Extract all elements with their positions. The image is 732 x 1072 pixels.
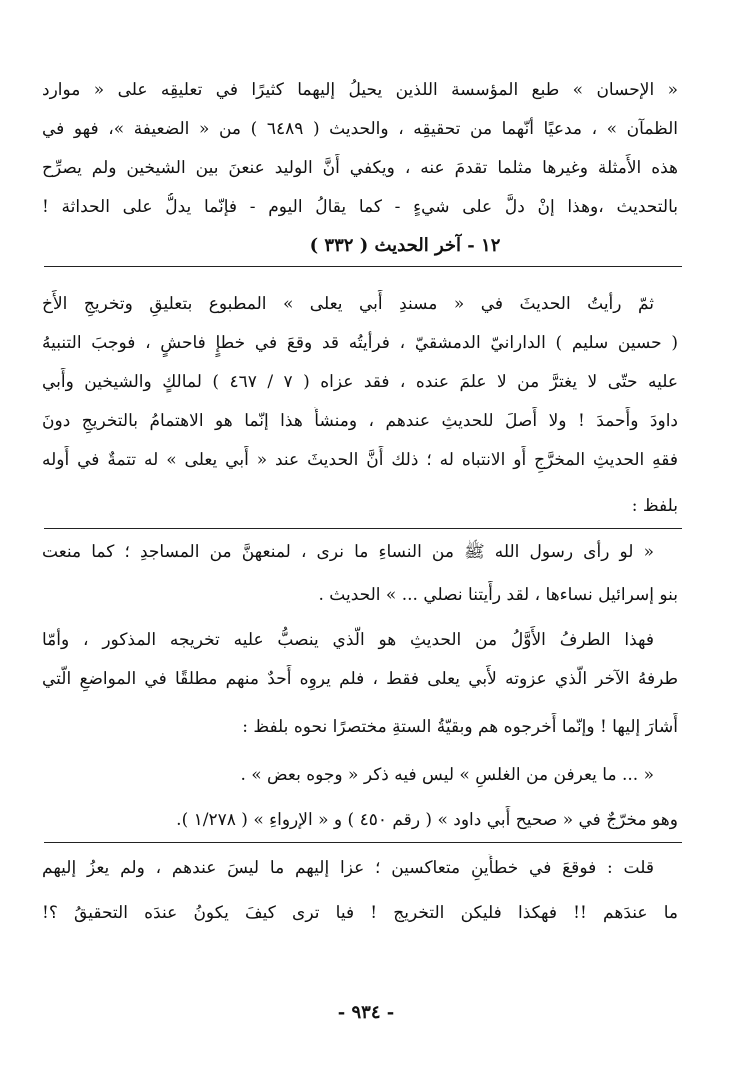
heading-divider bbox=[44, 266, 682, 267]
text-line: عليه حتّى لا يغترَّ من لا علمَ عنده ، فقد عزاه ( ٧ / ٤٦٧ ) لمالكٍ والشيخين وأَبي bbox=[42, 372, 678, 392]
text-line: ( حسين سليم ) الدارانيّ الدمشقيّ ، فرأيتُه قد وقعَ في خطإٍ فاحشٍ ، فوجبَ التنبيهُ bbox=[42, 333, 678, 353]
paragraph-first-line: ثمّ رأيتُ الحديثَ في « مسندِ أَبي يعلى » المطبوع بتعليقِ وتخريجِ الأَخ bbox=[42, 294, 654, 314]
text-line: الظمآن » ، مدعيًا أنّهما من تحقيقِه ، والحديث ( ٦٤٨٩ ) من « الضعيفة »، فهو في bbox=[42, 119, 678, 139]
paragraph-first-line: قلت : فوقعَ في خطأَينِ متعاكسين ؛ عزا إليهم ما ليسَ عندهم ، ولم يعزُ إليهم bbox=[42, 858, 654, 878]
quote-divider bbox=[44, 528, 682, 529]
text-line: طرفهُ الآخر الّذي عزوته لأَبي يعلى فقط ، فلم يروِه أَحدٌ منهم مطلقًا في المواضعِ الّتي bbox=[42, 669, 678, 689]
text-line: وهو مخرّجٌ في « صحيح أَبي داود » ( رقم ٤٥٠ ) و « الإرواءِ » ( ١/٢٧٨ ). bbox=[176, 810, 678, 830]
text-line: ما عندَهم !! فهكذا فليكن التخريج ! فيا ترى كيفَ يكونُ عندَه التحقيقُ ؟! bbox=[42, 903, 678, 923]
page-number: - ٩٣٤ - bbox=[337, 1002, 395, 1023]
quote-line: « لو رأى رسول الله ﷺ من النساءِ ما نرى ، لمنعهنَّ من المساجدِ ؛ كما منعت bbox=[42, 542, 654, 562]
text-line: « الإحسان » طبع المؤسسة اللذين يحيلُ إليهما كثيرًا في تعليقِه على « موارد bbox=[42, 80, 678, 100]
quote-line: « ... ما يعرفن من الغلسِ » ليس فيه ذكر « وجوه بعض » . bbox=[240, 765, 654, 785]
text-line: فقهِ الحديثِ المخرَّجِ أَو الانتباه له ؛ ذلك أَنَّ الحديثَ عند « أَبي يعلى » له تتمةٌ في أَوله bbox=[42, 450, 678, 470]
paragraph-first-line: فهذا الطرفُ الأَوَّلُ من الحديثِ هو الّذي ينصبُّ عليه تخريجه المذكور ، وأمّا bbox=[42, 630, 654, 650]
conclusion-divider bbox=[44, 842, 682, 843]
text-line: بلفظ : bbox=[631, 496, 678, 516]
text-line: هذه الأَمثلة وغيرها مثلما تقدمَ عنه ، ويكفي أَنَّ الوليد عنعنَ بين الشيخين ولم يصرِّح bbox=[42, 158, 678, 178]
text-line: أَشارَ إليها ! وإنّما أَخرجوه هم وبقيّةُ الستةِ مختصرًا نحوه بلفظ : bbox=[242, 717, 678, 737]
text-line: داودَ وأَحمدَ ! ولا أَصلَ للحديثِ عندهم ، ومنشأُ هذا إنّما هو الاهتمامُ بالتخريجِ دونَ bbox=[42, 411, 678, 431]
text-line: بالتحديث ،وهذا إنْ دلَّ على شيءٍ - كما يقالُ اليوم - فإنّما يدلُّ على الحداثة ! bbox=[42, 197, 678, 217]
quote-line: بنو إسرائيل نساءها ، لقد رأَيتنا نصلي ... » الحديث . bbox=[318, 585, 678, 605]
section-heading: ١٢ - آخر الحديث ( ٣٣٢ ) bbox=[309, 235, 501, 256]
